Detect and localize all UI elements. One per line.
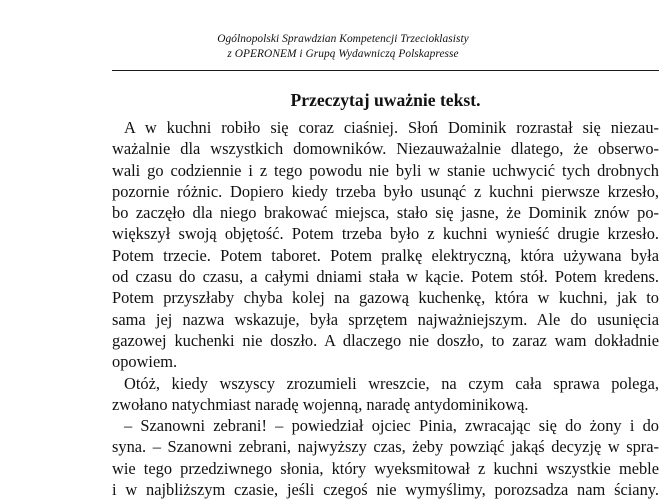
text-line: i w najbliższym czasie, jeśli czegoś nie wymyślimy, porozsadza nam ściany. xyxy=(112,480,659,500)
header-line-2: z OPERONEM i Grupą Wydawniczą Polskapresse xyxy=(227,48,459,60)
text-line: opowiem. xyxy=(112,352,178,372)
text-line: pozornie różnic. Dopiero kiedy trzeba było usunąć z kuchni pierwsze krzesło, xyxy=(112,181,659,201)
text-line: wie tego przedziwnego słonia, który wyeksmitował z kuchni wszystkie meble xyxy=(112,458,659,478)
text-line: A w kuchni robiło się coraz ciaśniej. Słoń Dominik rozrastał się niezau- xyxy=(124,118,659,137)
header-rule xyxy=(112,70,659,71)
text-line: od czasu do czasu, a całymi dniami stała w kącie. Potem stół. Potem kredens. xyxy=(112,267,659,287)
instruction-title: Przeczytaj uważnie tekst. xyxy=(290,90,481,110)
text-line: zwołano natychmiast naradę wojenną, naradę antydominikową. xyxy=(112,394,529,414)
text-line: bo zaczęło dla niego brakować miejsca, stało się jasne, że Dominik znów po- xyxy=(112,203,659,223)
text-line: sama jej nazwa wskazuje, była sprzętem najważniejszym. Ale do usunięcia xyxy=(112,309,659,329)
text-line: gazowej kuchenki nie doszło. A dlaczego nie doszło, to zaraz wam dokładnie xyxy=(112,330,659,350)
text-line: Potem trzecie. Potem taboret. Potem pralkę elektryczną, która używana była xyxy=(112,245,659,265)
running-header xyxy=(60,32,626,62)
text-line: większył swoją objętość. Potem trzeba było z kuchni wynieść drugie krzesło. xyxy=(112,224,659,244)
text-line: wali go codziennie i z tego powodu nie byli w stanie uchwycić tych drobnych xyxy=(112,160,659,180)
text-line: Otóż, kiedy wszyscy zrozumieli wreszcie, na czym cała sprawa polega, xyxy=(124,373,659,393)
text-line: ważalnie dla wszystkich domowników. Niezauważalnie dlatego, że obserwo- xyxy=(112,139,659,159)
story-text xyxy=(112,117,659,500)
header-line-1: Ogólnopolski Sprawdzian Kompetencji Trzecioklasisty xyxy=(217,33,469,45)
text-line: syna. – Szanowni zebrani, najwyższy czas, żeby powziąć jakąś decyzję w spra- xyxy=(112,437,659,457)
text-line: Potem przyszłaby chyba kolej na gazową kuchenkę, która w kuchni, jak to xyxy=(112,288,659,308)
text-line: – Szanowni zebrani! – powiedział ojciec Pinia, zwracając się do żony i do xyxy=(124,416,659,436)
